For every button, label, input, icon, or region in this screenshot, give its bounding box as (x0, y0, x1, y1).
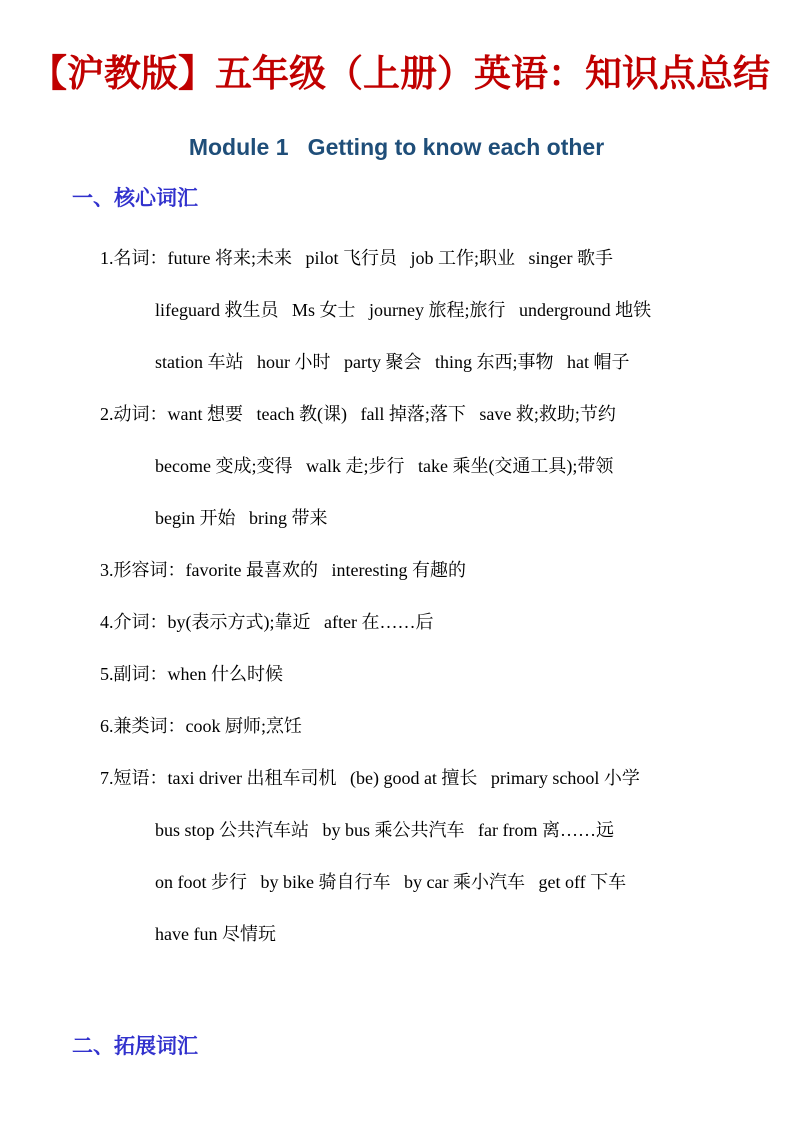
vocab-line: have fun 尽情玩 (155, 924, 276, 944)
vocab-line: lifeguard 救生员 Ms 女士 journey 旅程;旅行 underground 地铁 (155, 300, 652, 320)
vocab-line: 1.名词：future 将来;未来 pilot 飞行员 job 工作;职业 singer 歌手 (100, 248, 613, 268)
vocab-line: 4.介词：by(表示方式);靠近 after 在……后 (100, 612, 434, 632)
vocab-line: become 变成;变得 walk 走;步行 take 乘坐(交通工具);带领 (155, 456, 614, 476)
vocab-line: 6.兼类词：cook 厨师;烹饪 (100, 716, 302, 736)
vocab-line: 7.短语：taxi driver 出租车司机 (be) good at 擅长 primary school 小学 (100, 768, 640, 788)
vocab-line: station 车站 hour 小时 party 聚会 thing 东西;事物 hat 帽子 (155, 352, 630, 372)
vocab-line: 5.副词：when 什么时候 (100, 664, 283, 684)
vocab-line: 3.形容词：favorite 最喜欢的 interesting 有趣的 (100, 560, 466, 580)
vocab-line: 2.动词：want 想要 teach 教(课) fall 掉落;落下 save 救;救助;节约 (100, 404, 616, 424)
vocab-line: begin 开始 bring 带来 (155, 508, 328, 528)
vocab-line-list (0, 232, 793, 960)
vocab-line: on foot 步行 by bike 骑自行车 by car 乘小汽车 get off 下车 (155, 872, 627, 892)
document-title: 【沪教版】五年级（上册）英语：知识点总结 (30, 53, 770, 94)
vocab-line: bus stop 公共汽车站 by bus 乘公共汽车 far from 离……远 (155, 820, 614, 840)
section-heading-extended-vocabulary: 二、拓展词汇 (72, 1035, 198, 1058)
section-heading-core-vocabulary: 一、核心词汇 (72, 187, 198, 210)
module-heading: Module 1 Getting to know each other (188, 134, 605, 160)
